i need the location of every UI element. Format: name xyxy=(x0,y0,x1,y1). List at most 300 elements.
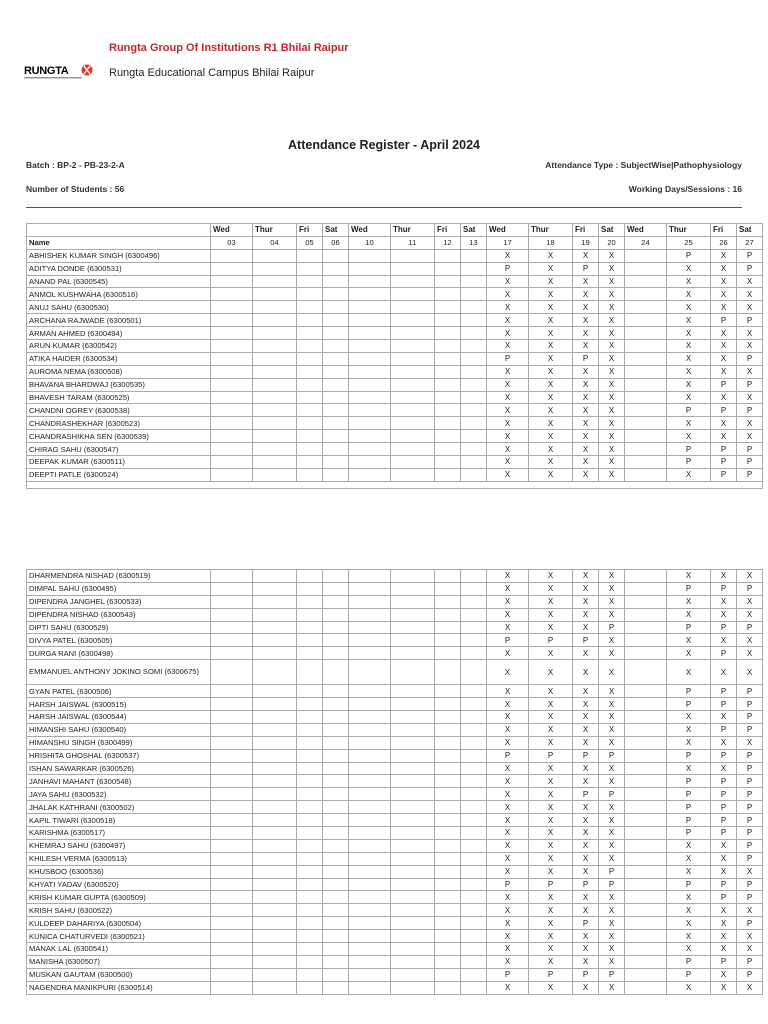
attendance-mark: X xyxy=(573,456,599,469)
empty-cell xyxy=(253,391,297,404)
empty-cell xyxy=(253,711,297,724)
attendance-mark: X xyxy=(573,621,599,634)
student-name: JAYA SAHU (6300532) xyxy=(27,788,211,801)
attendance-mark: X xyxy=(737,981,763,994)
student-name: BHAVANA BHARDWAJ (6300535) xyxy=(27,378,211,391)
attendance-mark: P xyxy=(667,827,711,840)
attendance-mark: X xyxy=(711,352,737,365)
day-header: Sat xyxy=(599,224,625,237)
attendance-mark: X xyxy=(529,917,573,930)
attendance-mark: X xyxy=(667,275,711,288)
empty-cell xyxy=(461,852,487,865)
table-row xyxy=(27,981,763,994)
attendance-mark: P xyxy=(737,262,763,275)
table-row xyxy=(27,723,763,736)
table-row xyxy=(27,878,763,891)
table-row xyxy=(27,352,763,365)
attendance-mark: P xyxy=(737,723,763,736)
attendance-mark: P xyxy=(711,801,737,814)
attendance-mark: X xyxy=(599,930,625,943)
attendance-mark: X xyxy=(529,930,573,943)
attendance-mark: X xyxy=(529,723,573,736)
empty-cell xyxy=(461,404,487,417)
day-header-row xyxy=(27,224,763,237)
empty-cell xyxy=(211,801,253,814)
attendance-mark xyxy=(625,647,667,660)
table-row xyxy=(27,430,763,443)
empty-cell xyxy=(323,430,349,443)
empty-cell xyxy=(211,647,253,660)
day-header: Fri xyxy=(573,224,599,237)
name-header: Name xyxy=(27,236,211,249)
attendance-mark xyxy=(625,404,667,417)
attendance-mark: X xyxy=(487,340,529,353)
attendance-mark: P xyxy=(737,775,763,788)
student-name: KRISH KUMAR GUPTA (6300509) xyxy=(27,891,211,904)
attendance-mark: X xyxy=(599,249,625,262)
attendance-mark: X xyxy=(487,723,529,736)
attendance-mark: X xyxy=(667,904,711,917)
attendance-mark: P xyxy=(599,749,625,762)
empty-cell xyxy=(391,981,435,994)
attendance-mark: X xyxy=(573,736,599,749)
empty-cell xyxy=(253,891,297,904)
attendance-mark: X xyxy=(573,404,599,417)
attendance-mark: P xyxy=(711,749,737,762)
attendance-mark: X xyxy=(487,647,529,660)
empty-cell xyxy=(211,904,253,917)
attendance-mark: X xyxy=(599,762,625,775)
table-row xyxy=(27,417,763,430)
attendance-mark: P xyxy=(711,443,737,456)
empty-cell xyxy=(253,814,297,827)
empty-cell xyxy=(211,891,253,904)
empty-cell xyxy=(211,608,253,621)
empty-cell xyxy=(323,930,349,943)
empty-cell xyxy=(211,660,253,685)
empty-cell xyxy=(461,814,487,827)
empty-cell xyxy=(435,417,461,430)
attendance-mark: X xyxy=(573,288,599,301)
empty-cell xyxy=(323,340,349,353)
empty-cell xyxy=(323,391,349,404)
empty-cell xyxy=(349,391,391,404)
attendance-mark: X xyxy=(487,827,529,840)
empty-cell xyxy=(253,595,297,608)
table-row xyxy=(27,570,763,583)
attendance-mark: X xyxy=(573,391,599,404)
empty-cell xyxy=(297,249,323,262)
attendance-mark xyxy=(625,930,667,943)
attendance-mark: P xyxy=(737,249,763,262)
empty-cell xyxy=(349,917,391,930)
attendance-mark: X xyxy=(487,839,529,852)
empty-cell xyxy=(435,456,461,469)
empty-cell xyxy=(349,660,391,685)
empty-cell xyxy=(349,852,391,865)
empty-cell xyxy=(253,698,297,711)
empty-cell xyxy=(435,827,461,840)
empty-cell xyxy=(323,827,349,840)
empty-cell xyxy=(461,634,487,647)
empty-cell xyxy=(253,468,297,481)
attendance-table-page2 xyxy=(26,569,763,995)
attendance-mark: X xyxy=(599,391,625,404)
empty-cell xyxy=(391,762,435,775)
attendance-mark: X xyxy=(529,775,573,788)
attendance-mark: P xyxy=(711,878,737,891)
empty-cell xyxy=(435,275,461,288)
empty-cell xyxy=(211,775,253,788)
attendance-mark xyxy=(625,749,667,762)
student-name: KULDEEP DAHARIYA (6300504) xyxy=(27,917,211,930)
attendance-mark xyxy=(625,262,667,275)
attendance-mark: P xyxy=(737,852,763,865)
attendance-mark: X xyxy=(573,814,599,827)
register-title: Attendance Register - April 2024 xyxy=(288,138,480,152)
table-row xyxy=(27,608,763,621)
empty-cell xyxy=(253,608,297,621)
empty-cell xyxy=(211,443,253,456)
table-row xyxy=(27,865,763,878)
empty-cell xyxy=(435,595,461,608)
attendance-mark: X xyxy=(529,288,573,301)
empty-cell xyxy=(253,404,297,417)
empty-cell xyxy=(435,839,461,852)
attendance-mark: X xyxy=(711,981,737,994)
empty-cell xyxy=(323,943,349,956)
empty-cell xyxy=(297,468,323,481)
table-row xyxy=(27,852,763,865)
empty-cell xyxy=(391,595,435,608)
attendance-mark: X xyxy=(711,262,737,275)
empty-cell xyxy=(253,930,297,943)
empty-cell xyxy=(349,891,391,904)
attendance-mark: X xyxy=(599,775,625,788)
attendance-mark: X xyxy=(487,736,529,749)
date-header: 13 xyxy=(461,236,487,249)
empty-cell xyxy=(211,621,253,634)
attendance-mark: P xyxy=(737,762,763,775)
empty-cell xyxy=(253,352,297,365)
attendance-mark xyxy=(625,352,667,365)
table-row xyxy=(27,634,763,647)
empty-cell xyxy=(253,955,297,968)
table-row xyxy=(27,288,763,301)
attendance-mark: X xyxy=(599,981,625,994)
empty-cell xyxy=(461,711,487,724)
empty-cell xyxy=(461,736,487,749)
empty-cell xyxy=(391,801,435,814)
attendance-mark: P xyxy=(737,814,763,827)
header-blank xyxy=(27,224,211,237)
attendance-mark xyxy=(625,723,667,736)
table-row xyxy=(27,365,763,378)
empty-cell xyxy=(323,647,349,660)
empty-cell xyxy=(461,891,487,904)
attendance-mark: X xyxy=(667,660,711,685)
attendance-mark: X xyxy=(711,917,737,930)
attendance-mark: X xyxy=(599,417,625,430)
institution-title: Rungta Group Of Institutions R1 Bhilai Raipur xyxy=(109,42,349,54)
attendance-mark: X xyxy=(599,301,625,314)
empty-cell xyxy=(323,981,349,994)
attendance-mark: X xyxy=(573,275,599,288)
attendance-mark: X xyxy=(573,955,599,968)
empty-cell xyxy=(323,762,349,775)
empty-cell xyxy=(391,570,435,583)
date-header: 11 xyxy=(391,236,435,249)
attendance-mark: X xyxy=(737,736,763,749)
empty-cell xyxy=(297,314,323,327)
attendance-mark: P xyxy=(711,647,737,660)
empty-cell xyxy=(211,788,253,801)
student-name: CHANDRASHIKHA SEN (6300539) xyxy=(27,430,211,443)
empty-cell xyxy=(323,878,349,891)
attendance-mark: X xyxy=(599,443,625,456)
empty-cell xyxy=(323,314,349,327)
attendance-mark: X xyxy=(573,852,599,865)
attendance-mark: X xyxy=(573,981,599,994)
empty-cell xyxy=(435,930,461,943)
attendance-mark xyxy=(625,314,667,327)
attendance-mark: X xyxy=(667,865,711,878)
empty-cell xyxy=(461,595,487,608)
attendance-mark: P xyxy=(667,582,711,595)
table-row xyxy=(27,930,763,943)
attendance-mark: X xyxy=(487,775,529,788)
attendance-mark xyxy=(625,839,667,852)
student-name: NAGENDRA MANIKPURI (6300514) xyxy=(27,981,211,994)
attendance-mark: P xyxy=(737,788,763,801)
attendance-mark: X xyxy=(487,930,529,943)
date-header: 04 xyxy=(253,236,297,249)
empty-cell xyxy=(297,698,323,711)
attendance-mark: X xyxy=(487,404,529,417)
empty-cell xyxy=(435,698,461,711)
attendance-mark: X xyxy=(599,275,625,288)
empty-cell xyxy=(349,608,391,621)
attendance-mark: X xyxy=(529,443,573,456)
table-row xyxy=(27,404,763,417)
attendance-mark: X xyxy=(529,827,573,840)
empty-cell xyxy=(323,736,349,749)
empty-cell xyxy=(323,865,349,878)
empty-cell xyxy=(435,582,461,595)
attendance-mark: P xyxy=(737,443,763,456)
attendance-mark xyxy=(625,736,667,749)
empty-cell xyxy=(211,352,253,365)
empty-cell xyxy=(391,314,435,327)
attendance-mark: X xyxy=(711,930,737,943)
empty-cell xyxy=(461,660,487,685)
attendance-mark: P xyxy=(599,865,625,878)
empty-cell xyxy=(391,814,435,827)
spacer-cell xyxy=(27,481,763,488)
student-name: DURGA RANI (6300498) xyxy=(27,647,211,660)
date-header: 05 xyxy=(297,236,323,249)
empty-cell xyxy=(435,404,461,417)
empty-cell xyxy=(391,955,435,968)
empty-cell xyxy=(391,365,435,378)
empty-cell xyxy=(461,685,487,698)
attendance-mark: X xyxy=(573,582,599,595)
attendance-mark: X xyxy=(487,430,529,443)
empty-cell xyxy=(435,762,461,775)
empty-cell xyxy=(211,762,253,775)
empty-cell xyxy=(391,430,435,443)
empty-cell xyxy=(461,430,487,443)
empty-cell xyxy=(297,827,323,840)
attendance-mark: X xyxy=(487,249,529,262)
empty-cell xyxy=(435,788,461,801)
attendance-mark: X xyxy=(599,456,625,469)
attendance-mark: X xyxy=(599,262,625,275)
empty-cell xyxy=(391,327,435,340)
empty-cell xyxy=(435,865,461,878)
empty-cell xyxy=(435,430,461,443)
student-name: KUNICA CHATURVEDI (6300521) xyxy=(27,930,211,943)
attendance-mark: X xyxy=(529,660,573,685)
attendance-mark: P xyxy=(573,262,599,275)
empty-cell xyxy=(253,582,297,595)
attendance-mark xyxy=(625,608,667,621)
attendance-mark: X xyxy=(529,582,573,595)
attendance-mark: P xyxy=(737,827,763,840)
empty-cell xyxy=(297,968,323,981)
empty-cell xyxy=(297,788,323,801)
table-row xyxy=(27,801,763,814)
attendance-mark xyxy=(625,378,667,391)
empty-cell xyxy=(253,917,297,930)
attendance-mark: X xyxy=(667,762,711,775)
empty-cell xyxy=(323,621,349,634)
empty-cell xyxy=(435,378,461,391)
date-header-row xyxy=(27,236,763,249)
attendance-mark xyxy=(625,955,667,968)
attendance-mark: P xyxy=(599,788,625,801)
empty-cell xyxy=(253,839,297,852)
student-name: HARSH JAISWAL (6300544) xyxy=(27,711,211,724)
attendance-mark: X xyxy=(667,981,711,994)
attendance-mark: P xyxy=(737,404,763,417)
student-name: MUSKAN GAUTAM (6300500) xyxy=(27,968,211,981)
empty-cell xyxy=(461,917,487,930)
attendance-mark: X xyxy=(711,968,737,981)
empty-cell xyxy=(323,327,349,340)
empty-cell xyxy=(391,262,435,275)
attendance-mark: X xyxy=(599,404,625,417)
student-name: DIPENDRA JANGHEL (6300533) xyxy=(27,595,211,608)
attendance-mark: P xyxy=(711,456,737,469)
attendance-mark: X xyxy=(711,275,737,288)
attendance-mark: X xyxy=(711,430,737,443)
day-header: Thur xyxy=(529,224,573,237)
empty-cell xyxy=(253,365,297,378)
empty-cell xyxy=(391,378,435,391)
attendance-mark: X xyxy=(667,570,711,583)
day-header: Thur xyxy=(253,224,297,237)
empty-cell xyxy=(435,852,461,865)
student-name: KRISH SAHU (6300522) xyxy=(27,904,211,917)
empty-cell xyxy=(211,827,253,840)
empty-cell xyxy=(253,570,297,583)
table-row xyxy=(27,301,763,314)
attendance-mark: X xyxy=(711,660,737,685)
empty-cell xyxy=(323,417,349,430)
empty-cell xyxy=(297,685,323,698)
attendance-mark xyxy=(625,340,667,353)
attendance-mark: X xyxy=(487,378,529,391)
empty-cell xyxy=(253,878,297,891)
empty-cell xyxy=(253,288,297,301)
attendance-mark: X xyxy=(737,340,763,353)
attendance-mark: X xyxy=(667,595,711,608)
table-spacer-row xyxy=(27,481,763,488)
table-row xyxy=(27,814,763,827)
attendance-mark: X xyxy=(487,365,529,378)
empty-cell xyxy=(391,417,435,430)
empty-cell xyxy=(211,749,253,762)
attendance-mark: X xyxy=(599,430,625,443)
attendance-mark: X xyxy=(667,314,711,327)
empty-cell xyxy=(323,352,349,365)
attendance-type-label: Attendance Type : SubjectWise|Pathophysiology xyxy=(545,160,742,170)
attendance-mark: P xyxy=(737,582,763,595)
attendance-mark xyxy=(625,327,667,340)
attendance-mark: P xyxy=(667,249,711,262)
empty-cell xyxy=(391,917,435,930)
attendance-mark: P xyxy=(737,917,763,930)
empty-cell xyxy=(253,981,297,994)
attendance-mark: X xyxy=(487,417,529,430)
table-row xyxy=(27,314,763,327)
empty-cell xyxy=(461,340,487,353)
empty-cell xyxy=(253,736,297,749)
attendance-mark: X xyxy=(599,943,625,956)
empty-cell xyxy=(297,749,323,762)
attendance-mark: P xyxy=(711,891,737,904)
date-header: 27 xyxy=(737,236,763,249)
attendance-mark: X xyxy=(487,660,529,685)
attendance-mark: X xyxy=(667,839,711,852)
attendance-mark: X xyxy=(529,468,573,481)
empty-cell xyxy=(323,634,349,647)
empty-cell xyxy=(297,595,323,608)
attendance-mark: X xyxy=(573,249,599,262)
student-name: ABHISHEK KUMAR SINGH (6300496) xyxy=(27,249,211,262)
attendance-mark: X xyxy=(529,378,573,391)
student-name: GYAN PATEL (6300506) xyxy=(27,685,211,698)
empty-cell xyxy=(297,904,323,917)
attendance-mark: X xyxy=(573,340,599,353)
attendance-mark: X xyxy=(711,865,737,878)
attendance-mark: X xyxy=(573,608,599,621)
table-row xyxy=(27,660,763,685)
attendance-mark: P xyxy=(487,352,529,365)
attendance-mark: X xyxy=(573,327,599,340)
attendance-mark: X xyxy=(573,801,599,814)
table-row xyxy=(27,762,763,775)
attendance-mark: P xyxy=(737,749,763,762)
empty-cell xyxy=(323,685,349,698)
empty-cell xyxy=(297,660,323,685)
empty-cell xyxy=(391,456,435,469)
student-name: ATIKA HAIDER (6300534) xyxy=(27,352,211,365)
empty-cell xyxy=(253,660,297,685)
empty-cell xyxy=(297,621,323,634)
attendance-mark: X xyxy=(599,378,625,391)
